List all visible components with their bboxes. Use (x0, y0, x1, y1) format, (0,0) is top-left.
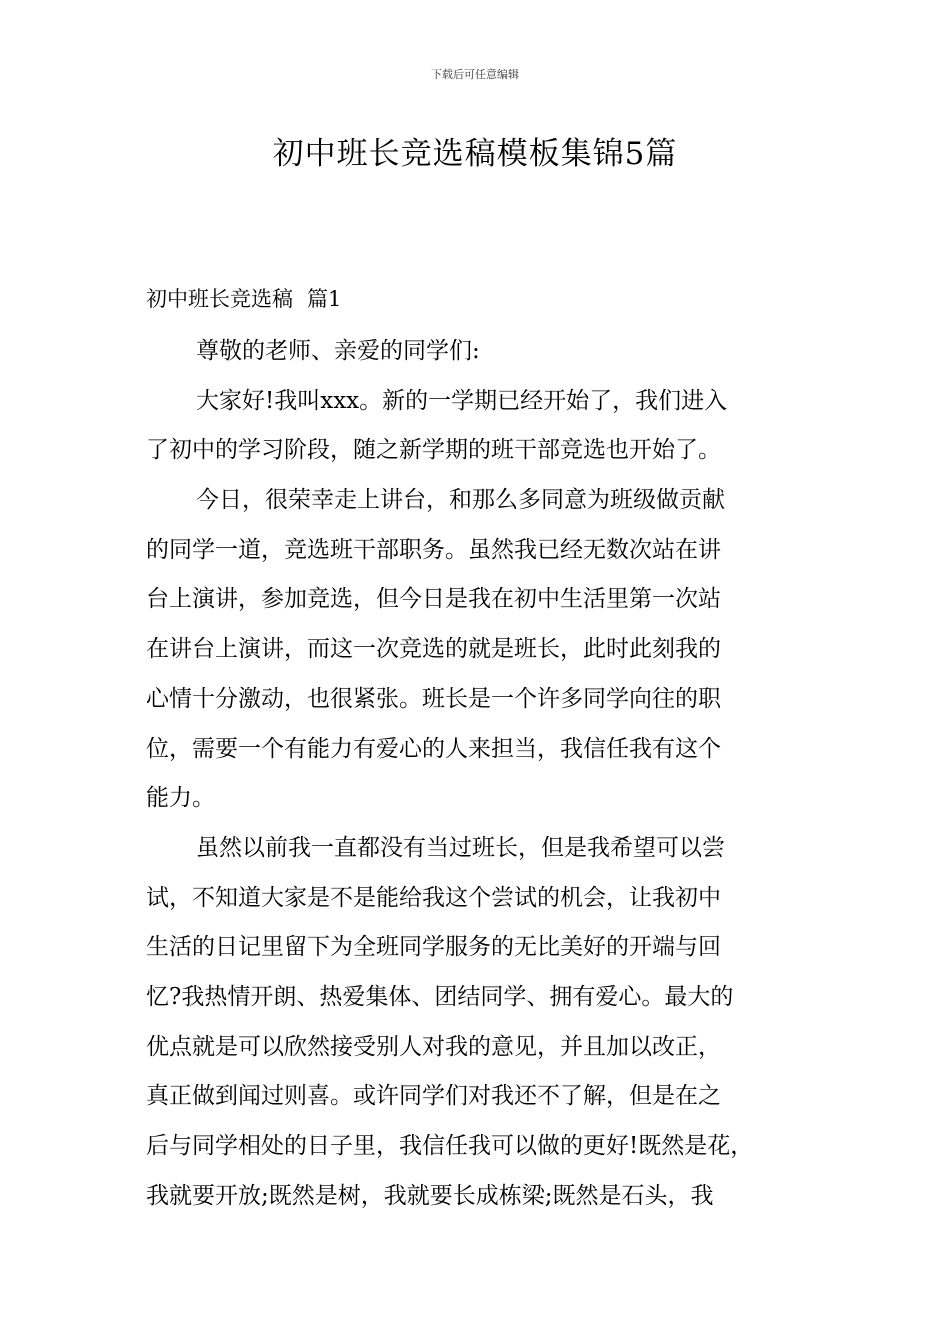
body-line: 优点就是可以欣然接受别人对我的意见，并且加以改正， (146, 1033, 721, 1060)
body-line: 后与同学相处的日子里，我信任我可以做的更好!既然是花， (146, 1133, 754, 1159)
body-line: 试，不知道大家是不是能给我这个尝试的机会，让我初中 (146, 884, 721, 911)
body-line: 大家好!我叫xxx。新的一学期已经开始了，我们进入 (196, 387, 728, 414)
body-line: 我就要开放;既然是树，我就要长成栋梁;既然是石头，我 (146, 1182, 714, 1209)
body-line: 能力。 (146, 785, 215, 812)
body-line: 忆?我热情开朗、热爱集体、团结同学、拥有爱心。最大的 (146, 983, 734, 1010)
body-text (146, 327, 826, 1221)
body-line: 今日，很荣幸走上讲台，和那么多同意为班级做贡献 (196, 487, 725, 514)
body-line: 生活的日记里留下为全班同学服务的无比美好的开端与回 (146, 934, 721, 961)
section-heading-text: 初中班长竞选稿 (146, 287, 293, 311)
document-title: 初中班长竞选稿模板集锦5篇 (272, 136, 678, 172)
section-heading (146, 283, 355, 313)
body-line: 的同学一道，竞选班干部职务。虽然我已经无数次站在讲 (146, 536, 721, 563)
header-note: 下载后可任意编辑 (431, 68, 519, 81)
body-line: 台上演讲，参加竞选，但今日是我在初中生活里第一次站 (146, 586, 721, 613)
body-line: 心情十分激动，也很紧张。班长是一个许多同学向往的职 (146, 685, 721, 712)
body-line: 了初中的学习阶段，随之新学期的班干部竞选也开始了。 (146, 437, 721, 464)
body-line: 真正做到闻过则喜。或许同学们对我还不了解，但是在之 (146, 1083, 721, 1110)
body-line: 虽然以前我一直都没有当过班长，但是我希望可以尝 (196, 834, 725, 861)
section-part-label: 篇1 (307, 287, 342, 311)
body-line: 尊敬的老师、亲爱的同学们: (196, 338, 480, 364)
body-line: 位，需要一个有能力有爱心的人来担当，我信任我有这个 (146, 735, 721, 762)
body-line: 在讲台上演讲，而这一次竞选的就是班长，此时此刻我的 (146, 636, 721, 663)
